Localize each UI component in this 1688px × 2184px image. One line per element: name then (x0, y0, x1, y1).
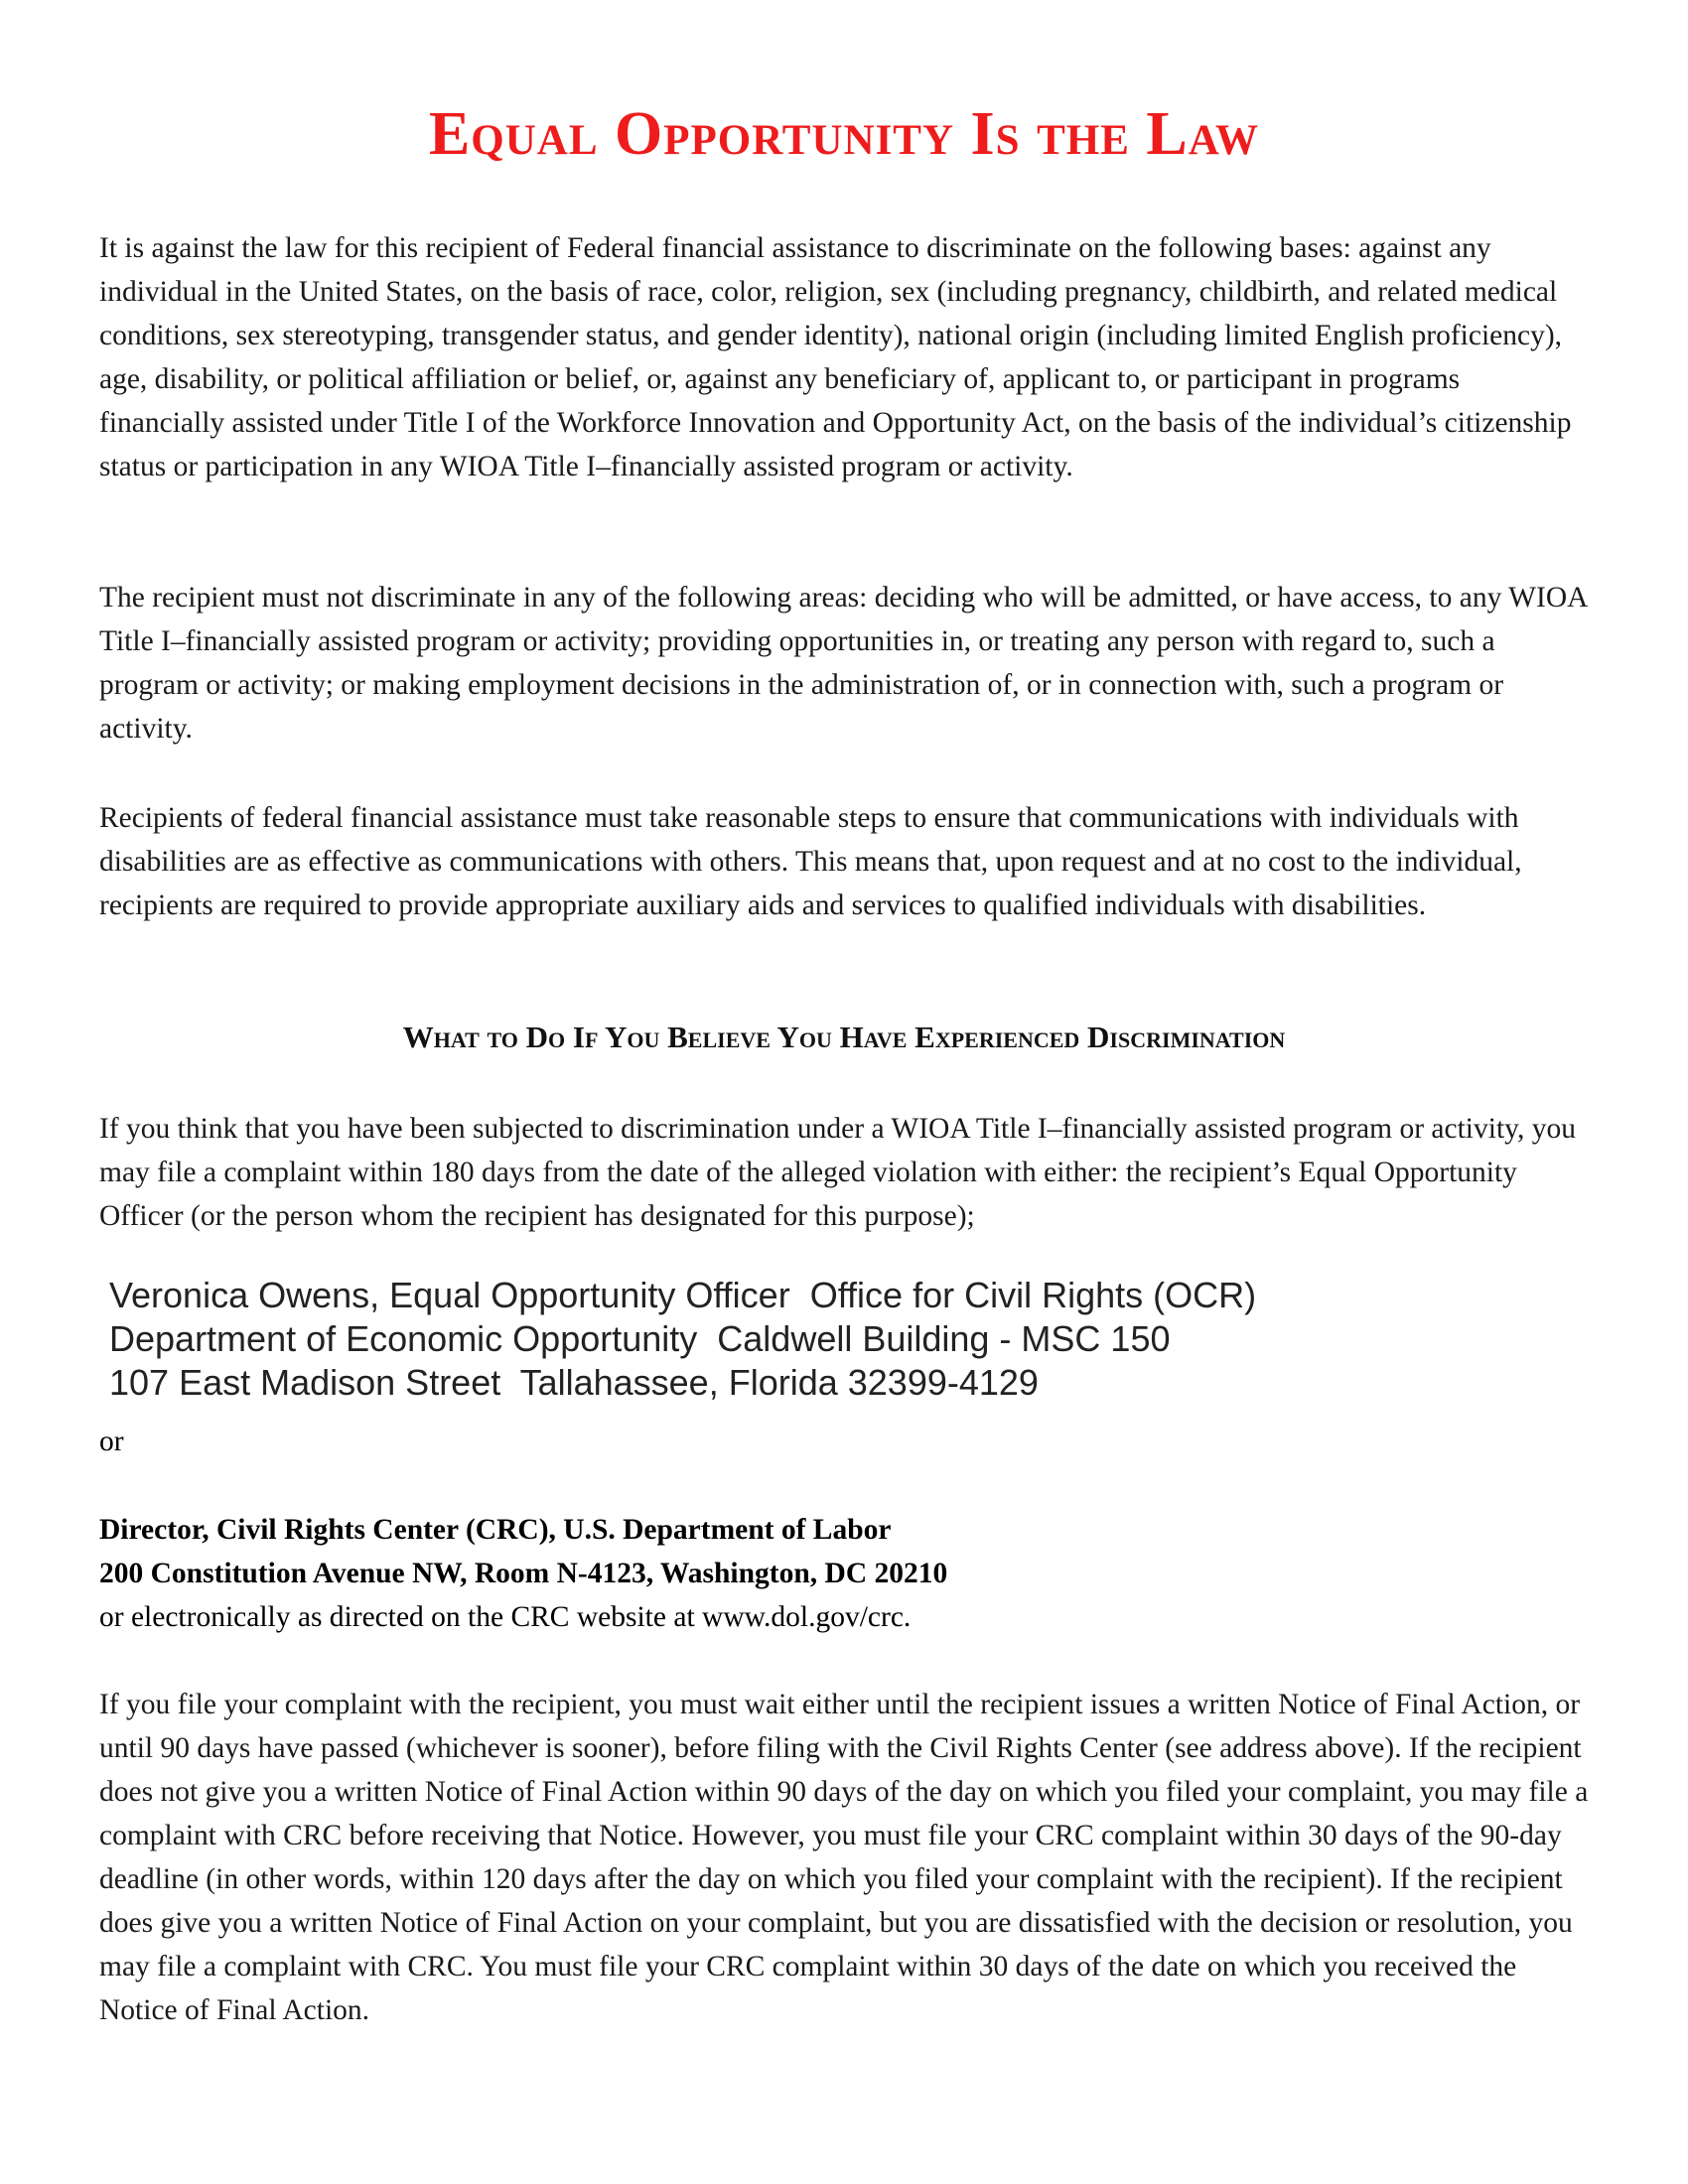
paragraph-complaint-process: If you file your complaint with the recipient, you must wait either until the recipient issues a written Notice of Final Action, or until 90 days have passed (whichever is sooner), before filing with the Civil Rights Center (see address above). If the recipient does not give you a written Notice of Final Action within 90 days of the day on which you filed your complaint, you may file a complaint with CRC before receiving that Notice. However, you must file your CRC complaint within 30 days of the 90-day deadline (in other words, within 120 days after the day on which you filed your complaint with the recipient). If the recipient does give you a written Notice of Final Action on your complaint, but you are dissatisfied with the decision or resolution, you may file a complaint with CRC. You must file your CRC complaint within 30 days of the date on which you received the Notice of Final Action. (99, 1689, 1589, 2026)
paragraph-prohibited-areas: The recipient must not discriminate in any of the following areas: deciding who will be admitted, or have access, to any WIOA Title I–financially assisted program or activity; providing opportunities in, or treating any person with regard to, such a program or activity; or making employment decisions in the administration of, or in connection with, such a program or activity. (99, 582, 1587, 745)
paragraph-nondiscrimination-bases: It is against the law for this recipient of Federal financial assistance to discriminate on the following bases: against any individual in the United States, on the basis of race, color, religion, sex (including pregnancy, childbirth, and related medical conditions, sex stereotyping, transgender status, and gender identity), national origin (including limited English proficiency), age, disability, or political affiliation or belief, or, against any beneficiary of, applicant to, or participant in programs financially assisted under Title I of the Workforce Innovation and Opportunity Act, on the basis of the individual’s citizenship status or participation in any WIOA Title I–financially assisted program or activity. (99, 232, 1572, 482)
section-heading: What to Do If You Believe You Have Experienced Discrimination (402, 1020, 1286, 1054)
crc-line-3: or electronically as directed on the CRC website at www.dol.gov/crc. (99, 1601, 912, 1633)
crc-line-2: 200 Constitution Avenue NW, Room N-4123, Washington, DC 20210 (99, 1558, 948, 1589)
page-title: Equal Opportunity Is the Law (428, 100, 1260, 168)
paragraph-disability-communications: Recipients of federal financial assistance must take reasonable steps to ensure that communications with individuals with disabilities are as effective as communications with others. This means that, upon request and at no cost to the individual, recipients are required to provide appropriate auxiliary aids and services to qualified individuals with disabilities. (99, 802, 1522, 921)
or-separator: or (99, 1426, 124, 1457)
address-line-1: Veronica Owens, Equal Opportunity Officer Office for Civil Rights (OCR) (109, 1275, 1257, 1315)
paragraph-filing-complaint: If you think that you have been subjected to discrimination under a WIOA Title I–financially assisted program or activity, you may file a complaint within 180 days from the date of the alleged violation with either: the recipient’s Equal Opportunity Officer (or the person whom the recipient has designated for this purpose); (99, 1113, 1576, 1232)
eo-officer-address (109, 1274, 1549, 1405)
crc-address (99, 1508, 1589, 1639)
crc-line-1: Director, Civil Rights Center (CRC), U.S. Department of Labor (99, 1514, 892, 1546)
address-line-2: Department of Economic Opportunity Caldwell Building - MSC 150 (109, 1318, 1171, 1359)
address-line-3: 107 East Madison Street Tallahassee, Florida 32399-4129 (109, 1362, 1039, 1403)
